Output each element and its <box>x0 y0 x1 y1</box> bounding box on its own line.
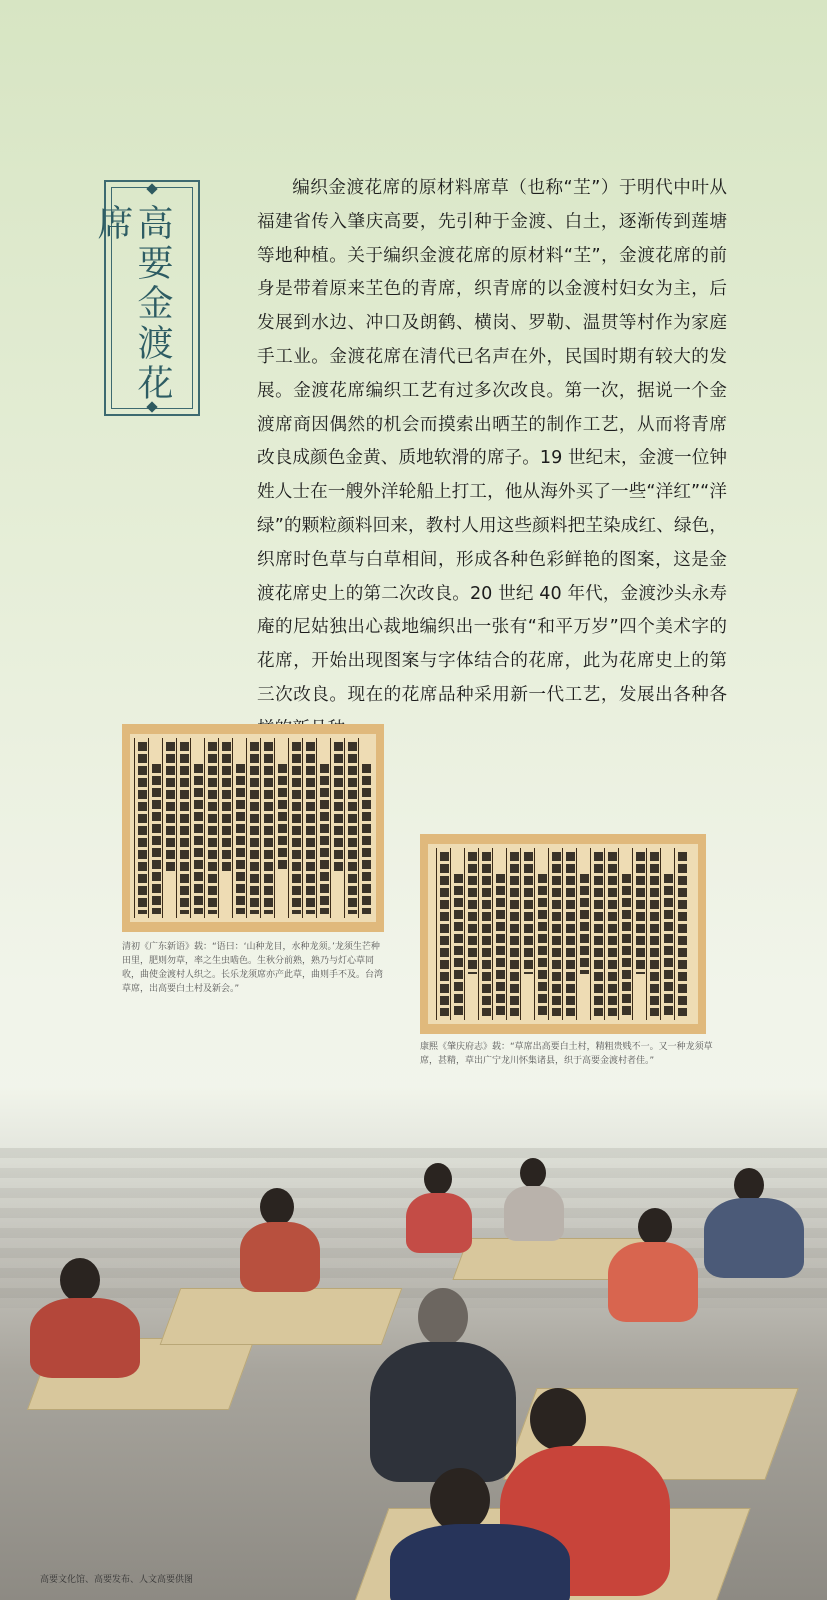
document-column-rule <box>288 738 289 918</box>
document-text-column <box>482 852 491 1016</box>
document-text-column <box>538 874 547 1016</box>
document-text-column <box>222 742 231 872</box>
document-column-rule <box>674 848 675 1020</box>
document-column-rule <box>246 738 247 918</box>
document-text-column <box>636 852 645 974</box>
document-column-rule <box>204 738 205 918</box>
document-text-column <box>510 852 519 1016</box>
document-text-column <box>138 742 147 914</box>
document-column-rule <box>162 738 163 918</box>
page-title: 高要金渡花席 <box>92 204 173 404</box>
document-column-rule <box>618 848 619 1020</box>
document-column-rule <box>590 848 591 1020</box>
document-text-column <box>468 852 477 974</box>
weaver-figure <box>370 1288 520 1488</box>
document-column-rule <box>464 848 465 1020</box>
document-column-rule <box>478 848 479 1020</box>
document-column-rule <box>632 848 633 1020</box>
document-text-column <box>566 852 575 1016</box>
document-text-column <box>208 742 217 914</box>
document-text-column <box>440 852 449 1016</box>
document-column-rule <box>548 848 549 1020</box>
document-column-rule <box>450 848 451 1020</box>
document-text-column <box>594 852 603 1016</box>
photo-credit: 高要文化馆、高要发布、人文高要供图 <box>40 1575 194 1585</box>
document-column-rule <box>534 848 535 1020</box>
document-text-column <box>454 874 463 1016</box>
weaver-figure <box>400 1163 480 1263</box>
historical-document-image-2 <box>420 834 706 1034</box>
title-frame <box>92 180 200 416</box>
document-text-column <box>664 874 673 1016</box>
document-column-rule <box>646 848 647 1020</box>
document-text-column <box>496 874 505 1016</box>
document-column-rule <box>274 738 275 918</box>
weaver-figure <box>700 1168 810 1298</box>
document-text-column <box>348 742 357 914</box>
document-column-rule <box>436 848 437 1020</box>
historical-document-image-1 <box>122 724 384 932</box>
document-column-rule <box>148 738 149 918</box>
document-text-column <box>264 742 273 914</box>
weaver-figure <box>30 1258 160 1398</box>
document-text-column <box>622 874 631 1016</box>
document-text-column <box>306 742 315 914</box>
document-text-column <box>362 764 371 914</box>
document-column-rule <box>520 848 521 1020</box>
document-text-column <box>580 874 589 974</box>
document-column-rule <box>302 738 303 918</box>
document-column-rule <box>492 848 493 1020</box>
document-text-column <box>166 742 175 872</box>
document-column-rule <box>316 738 317 918</box>
document-text-column <box>678 852 687 1016</box>
document-column-rule <box>506 848 507 1020</box>
weaver-figure <box>600 1208 710 1338</box>
article-body: 编织金渡花席的原材料席草（也称“芏”）于明代中叶从福建省传入肇庆高要，先引种于金渡、白土，逐渐传到莲塘等地种植。关于编织金渡花席的原材料“芏”，金渡花席的前身是带着原来芏色的青席，织青席的以金渡村妇女为主，后发展到水边、冲口及朗鹤、横岗、罗勒、温贯等村作为家庭手工业。金渡花席在清代已名声在外，民国时期有较大的发展。金渡花席编织工艺有过多次改良。第一次，据说一个金渡席商因偶然的机会而摸索出晒芏的制作工艺，从而将青席改良成颜色金黄、质地软滑的席子。19 世纪末，金渡一位钟姓人士在一艘外洋轮船上打工，他从海外买了一些“洋红”“洋绿”的颗粒颜料回来，教村人用这些颜料把芏染成红、绿色，织席时色草与白草相间，形成各种色彩鲜艳的图案，这是金渡花席史上的第二次改良。20 世纪 40 年代，金渡沙头永寿庵的尼姑独出心裁地编织出一张有“和平万岁”四个美术字的花席，开始出现图案与字体结合的花席，此为花席史上的第三次改良。现在的花席品种采用新一代工艺，发展出各种各 <box>257 178 727 705</box>
document-column-rule <box>330 738 331 918</box>
weaving-workshop-photo <box>0 1088 827 1600</box>
document-column-rule <box>190 738 191 918</box>
document-text-column <box>250 742 259 914</box>
document-column-rule <box>660 848 661 1020</box>
document-column-rule <box>576 848 577 1020</box>
document-text-column <box>524 852 533 974</box>
document-text-column <box>152 764 161 914</box>
document-column-rule <box>232 738 233 918</box>
document-column-rule <box>176 738 177 918</box>
document-column-rule <box>358 738 359 918</box>
document-text-column <box>552 852 561 1016</box>
document-text-column <box>650 852 659 1016</box>
document-text-column <box>194 764 203 914</box>
weaver-figure <box>500 1158 570 1248</box>
document-column-rule <box>562 848 563 1020</box>
document-text-column <box>278 764 287 872</box>
document-text-column <box>334 742 343 872</box>
document-column-rule <box>218 738 219 918</box>
document-text-column <box>292 742 301 914</box>
document-text-column <box>608 852 617 1016</box>
document-text-column <box>236 764 245 914</box>
document-text-column <box>320 764 329 914</box>
document-column-rule <box>604 848 605 1020</box>
document-column-rule <box>134 738 135 918</box>
weaver-figure <box>230 1188 330 1308</box>
document-caption-1: 清初《广东新语》载：“语曰：‘山种龙目，水种龙须。’龙须生芒种田里，肥则勿草，率之生虫啮色。生秋分前熟，熟乃与灯心草同收，曲使金渡村人织之。长乐龙须席亦产此草，曲则手不及。台湾草席，出高要白土村及新会。” <box>122 942 384 994</box>
document-column-rule <box>260 738 261 918</box>
document-column-rule <box>344 738 345 918</box>
weaver-figure <box>390 1468 570 1600</box>
document-text-column <box>180 742 189 914</box>
document-caption-2: 康熙《肇庆府志》载：“草席出高要白土村，精粗贵贱不一。又一种龙须草席，甚精，草出广宁龙川怀集诸县，织于高要金渡村者佳。” <box>420 1042 713 1066</box>
